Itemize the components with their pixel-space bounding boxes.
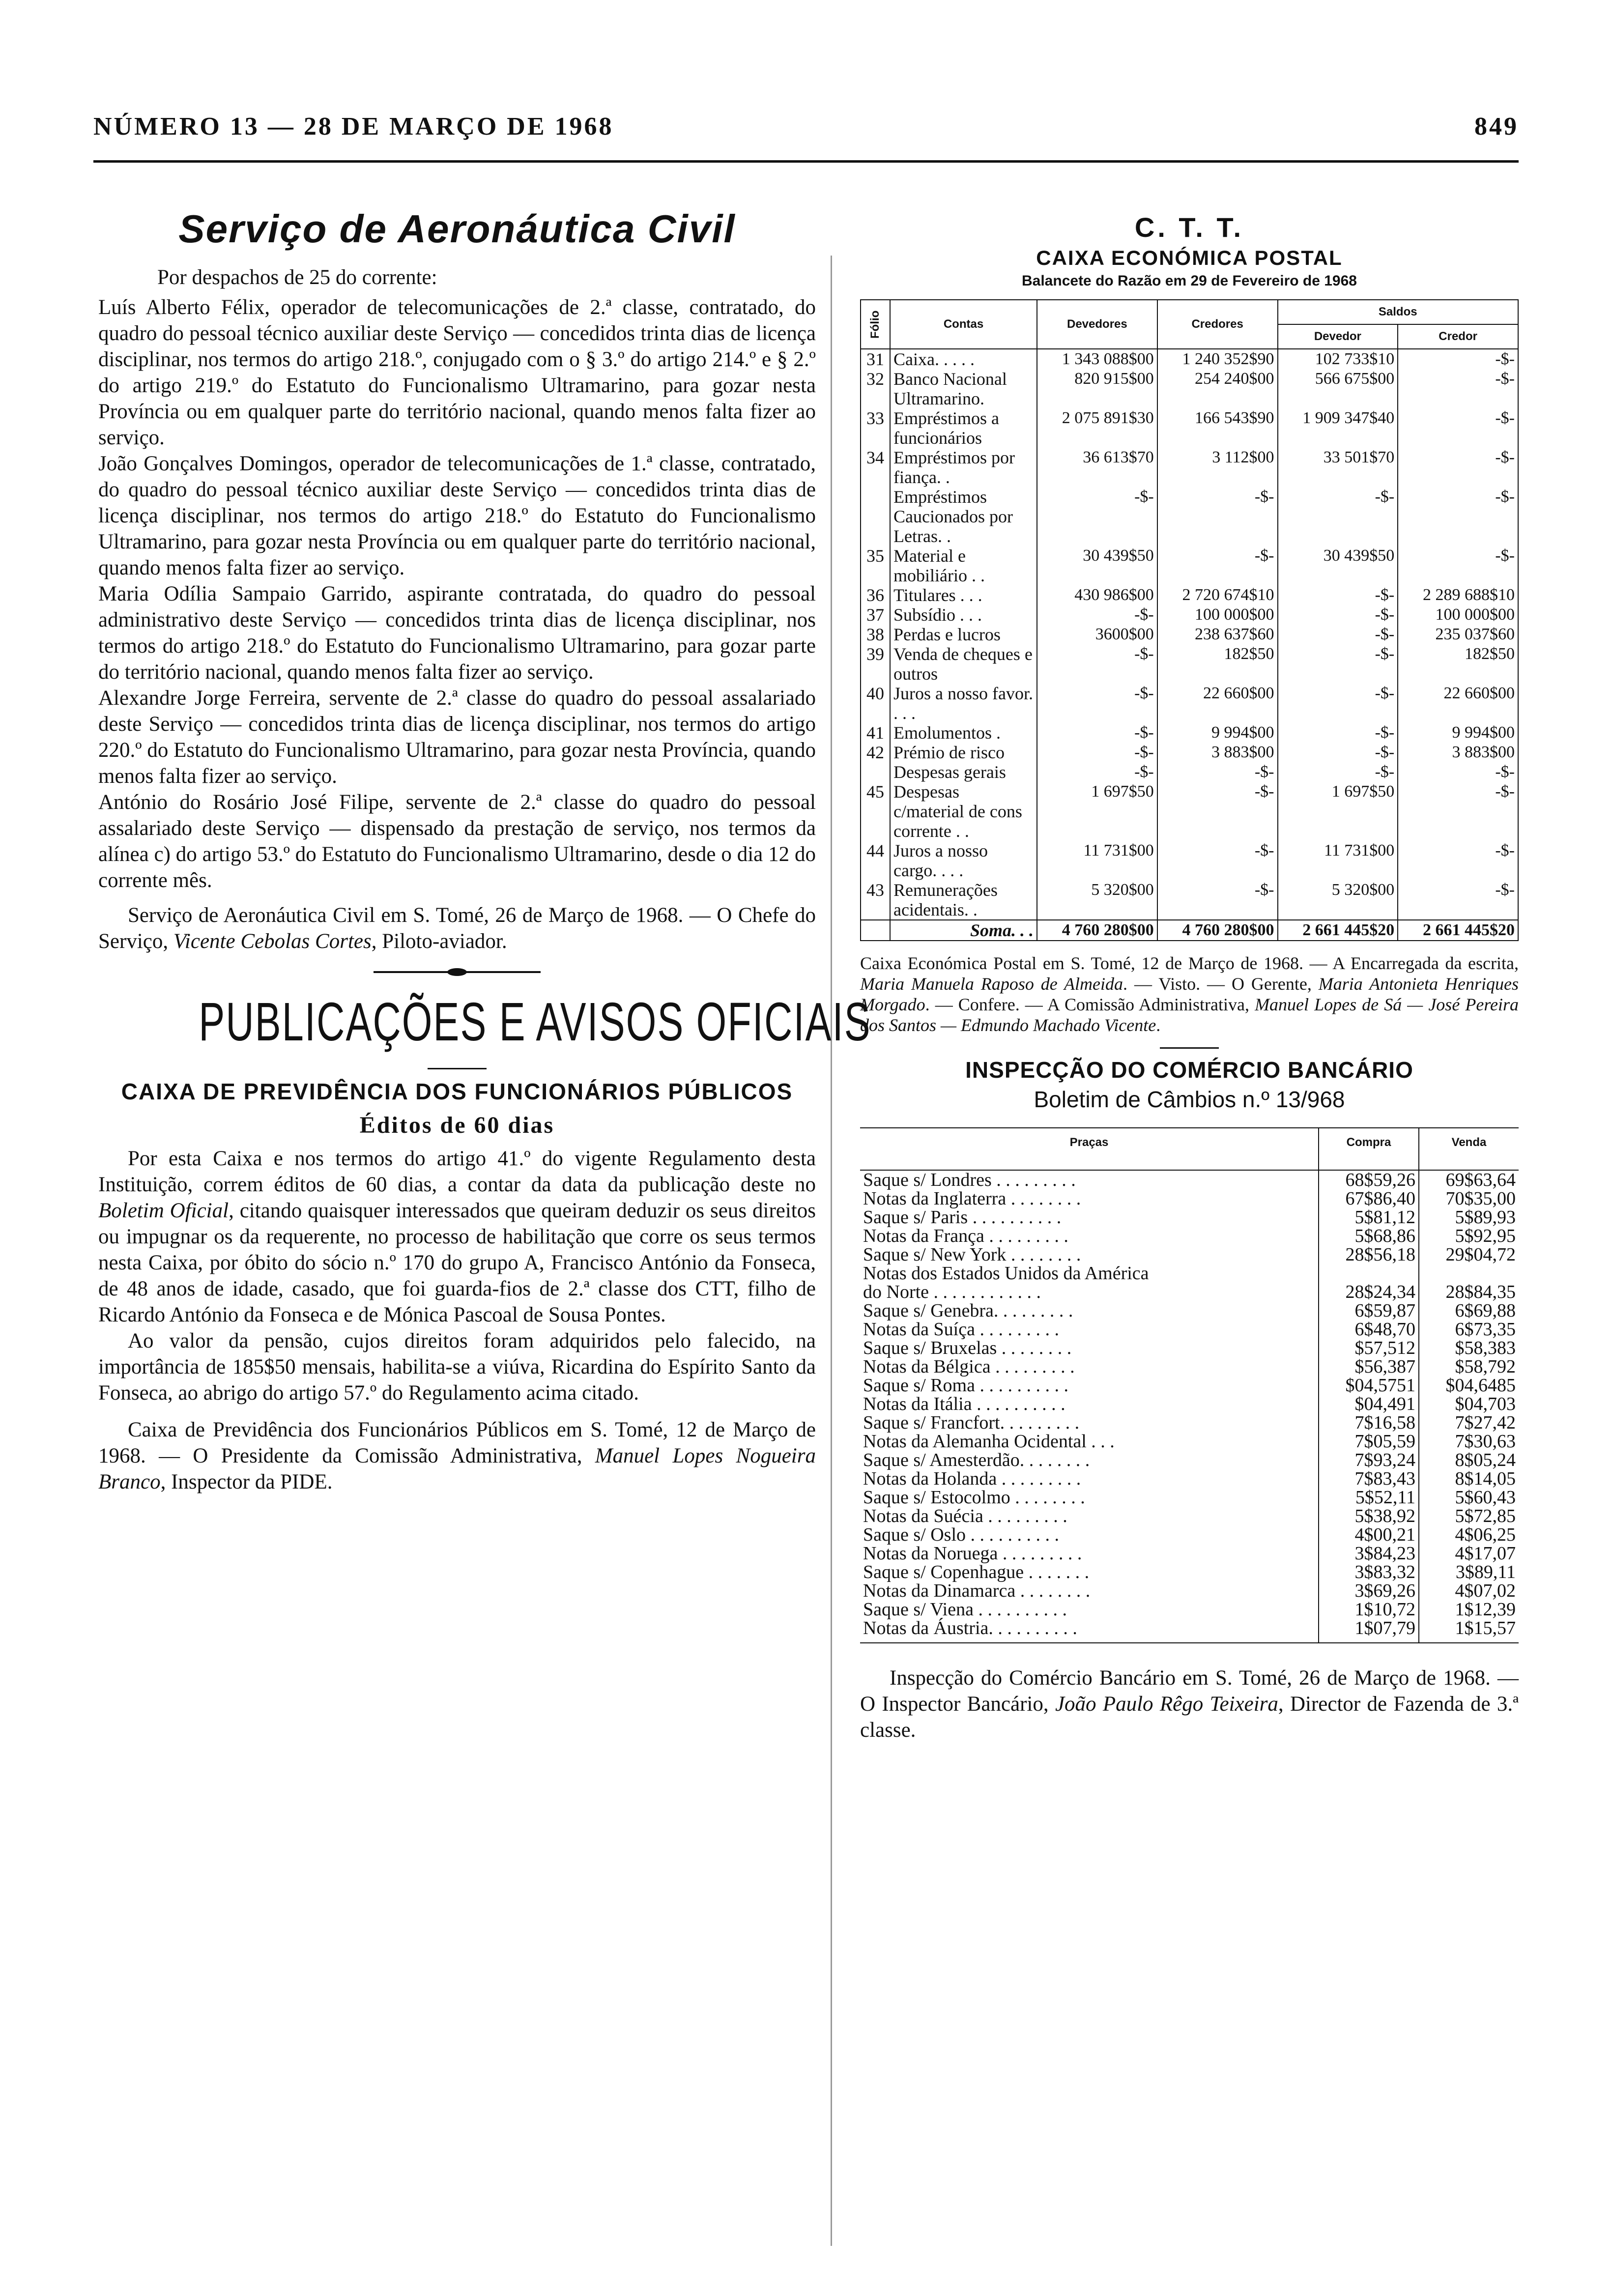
saldo-credor-cell: -$- bbox=[1398, 782, 1518, 841]
folio-cell: 32 bbox=[861, 369, 890, 408]
saldo-devedor-cell: 30 439$50 bbox=[1278, 546, 1398, 585]
closing-text: Serviço de Aeronáutica Civil em S. Tomé, 26 de Março de 1968. — O Chefe do Serviço, bbox=[98, 904, 816, 953]
table-row bbox=[860, 1208, 1519, 1227]
devedores-cell: 3600$00 bbox=[1037, 625, 1157, 644]
table-row bbox=[860, 1488, 1519, 1507]
venda-cell: 3$89,11 bbox=[1419, 1563, 1519, 1581]
table-row bbox=[860, 1245, 1519, 1264]
ctt-closing bbox=[860, 953, 1519, 1035]
venda-cell: 28$84,35 bbox=[1419, 1283, 1519, 1301]
table-row bbox=[860, 1544, 1519, 1563]
credores-cell: 2 720 674$10 bbox=[1157, 585, 1278, 605]
aeronautica-closing bbox=[98, 902, 816, 954]
credores-cell: 238 637$60 bbox=[1157, 625, 1278, 644]
paragraph-text: Por esta Caixa e nos termos do artigo 41.º do vigente Regulamento desta Instituição, correm éditos de 60 dias, a contar da data da publicação deste no bbox=[98, 1147, 816, 1196]
devedores-cell: -$- bbox=[1037, 723, 1157, 743]
cambios-table bbox=[860, 1127, 1519, 1643]
compra-cell: $57,512 bbox=[1319, 1339, 1419, 1357]
signatory-name: Maria Antonieta Henriques Morgado bbox=[860, 974, 1519, 1014]
account-cell: Juros a nosso favor. . . . bbox=[890, 684, 1037, 723]
account-cell: Despesas c/material de cons corrente . . bbox=[890, 782, 1037, 841]
folio-cell: 43 bbox=[861, 880, 890, 920]
folio-cell: 39 bbox=[861, 644, 890, 684]
editos-closing bbox=[98, 1417, 816, 1495]
saldo-devedor-cell: -$- bbox=[1278, 762, 1398, 782]
praca-cell: Saque s/ Oslo . . . . . . . . . . bbox=[863, 1524, 1059, 1545]
venda-cell: 4$06,25 bbox=[1419, 1525, 1519, 1544]
editos-paragraph: Ao valor da pensão, cujos direitos foram adquiridos pelo falecido, na importância de 185$50 mensais, habilita-se a viúva, Ricardina do Espírito Santo da Fonseca, ao abrigo do artigo 57.º do Regulamento acima citado. bbox=[98, 1329, 816, 1405]
credores-cell: 9 994$00 bbox=[1157, 723, 1278, 743]
venda-cell: 5$72,85 bbox=[1419, 1507, 1519, 1525]
compra-cell: 6$48,70 bbox=[1319, 1320, 1419, 1339]
right-column bbox=[860, 211, 1519, 1743]
table-row bbox=[860, 1227, 1519, 1245]
table-row bbox=[861, 782, 1518, 841]
venda-cell: 5$92,95 bbox=[1419, 1227, 1519, 1245]
aeronautica-paragraph: António do Rosário José Filipe, servente de 2.ª classe do quadro do pessoal assalariado deste Serviço — dispensado da prestação de serviço, nos termos da alínea c) do artigo 53.º do Estatuto do Funcionalismo Ultramarino, desde o dia 12 do corrente mês. bbox=[98, 791, 816, 892]
table-row bbox=[861, 684, 1518, 723]
credores-cell: 3 112$00 bbox=[1157, 448, 1278, 487]
saldo-devedor-cell: -$- bbox=[1278, 644, 1398, 684]
saldo-credor-cell: -$- bbox=[1398, 487, 1518, 546]
account-cell: Perdas e lucros bbox=[890, 625, 1037, 644]
section-separator bbox=[374, 971, 541, 973]
venda-cell: 5$89,93 bbox=[1419, 1208, 1519, 1227]
account-cell: Emolumentos . bbox=[890, 723, 1037, 743]
table-row bbox=[861, 546, 1518, 585]
col-credores: Credores bbox=[1157, 300, 1278, 349]
praca-cell: Notas da Suíça . . . . . . . . . bbox=[863, 1319, 1059, 1340]
table-row bbox=[861, 625, 1518, 644]
folio-cell: 45 bbox=[861, 782, 890, 841]
account-cell: Venda de cheques e outros bbox=[890, 644, 1037, 684]
praca-cell: Notas da Áustria. . . . . . . . . . bbox=[860, 1619, 1319, 1643]
table-row bbox=[861, 743, 1518, 762]
table-row bbox=[860, 1451, 1519, 1469]
account-cell: Titulares . . . bbox=[890, 585, 1037, 605]
account-cell: Prémio de risco bbox=[890, 743, 1037, 762]
folio-cell: 44 bbox=[861, 841, 890, 880]
compra-cell: $04,5751 bbox=[1319, 1376, 1419, 1395]
venda-cell: 70$35,00 bbox=[1419, 1189, 1519, 1208]
col-pracas: Praças bbox=[860, 1128, 1319, 1170]
devedores-cell: -$- bbox=[1037, 762, 1157, 782]
compra-cell: 3$83,32 bbox=[1319, 1563, 1419, 1581]
header-rule bbox=[93, 160, 1519, 163]
table-row bbox=[861, 723, 1518, 743]
table-row bbox=[860, 1283, 1519, 1301]
compra-cell: 4$00,21 bbox=[1319, 1525, 1419, 1544]
aeronautica-paragraph: João Gonçalves Domingos, operador de telecomunicações de 1.ª classe, contratado, do quadro do pessoal técnico auxiliar deste Serviço — concedidos trinta dias de licença disciplinar, nos termos do artigo 218.º do Estatuto do Funcionalismo Ultramarino, para gozar nesta Província ou em qualquer parte do território nacional, quando menos falta fizer ao serviço. bbox=[98, 452, 816, 579]
folio-cell: 37 bbox=[861, 605, 890, 625]
compra-cell: 3$84,23 bbox=[1319, 1544, 1419, 1563]
saldo-credor-cell: -$- bbox=[1398, 448, 1518, 487]
folio-cell bbox=[861, 920, 890, 941]
credores-cell: 254 240$00 bbox=[1157, 369, 1278, 408]
cambios-title: INSPECÇÃO DO COMÉRCIO BANCÁRIO bbox=[965, 1057, 1413, 1083]
table-row bbox=[860, 1170, 1519, 1189]
praca-cell: Notas da Suécia . . . . . . . . . bbox=[863, 1506, 1067, 1526]
account-cell: Despesas gerais bbox=[890, 762, 1037, 782]
small-separator bbox=[1160, 1047, 1219, 1049]
venda-cell: $04,703 bbox=[1419, 1395, 1519, 1413]
saldo-devedor-cell: -$- bbox=[1278, 605, 1398, 625]
credores-cell: -$- bbox=[1157, 546, 1278, 585]
saldo-credor-cell: -$- bbox=[1398, 408, 1518, 448]
saldo-devedor-cell: -$- bbox=[1278, 684, 1398, 723]
praca-cell: Notas da Itália . . . . . . . . . . bbox=[863, 1394, 1065, 1414]
saldo-credor-total: 2 661 445$20 bbox=[1398, 920, 1518, 941]
saldo-devedor-cell: 1 697$50 bbox=[1278, 782, 1398, 841]
folio-cell: 41 bbox=[861, 723, 890, 743]
saldo-credor-cell: -$- bbox=[1398, 546, 1518, 585]
page-number: 849 bbox=[1474, 113, 1519, 141]
credores-cell: 22 660$00 bbox=[1157, 684, 1278, 723]
saldo-credor-cell: -$- bbox=[1398, 349, 1518, 369]
saldo-credor-cell: 9 994$00 bbox=[1398, 723, 1518, 743]
table-row bbox=[861, 585, 1518, 605]
venda-cell: 8$14,05 bbox=[1419, 1469, 1519, 1488]
saldo-devedor-cell: 11 731$00 bbox=[1278, 841, 1398, 880]
credores-cell: -$- bbox=[1157, 782, 1278, 841]
col-devedores: Devedores bbox=[1037, 300, 1157, 349]
table-row bbox=[861, 487, 1518, 546]
soma-row bbox=[861, 920, 1518, 941]
saldo-devedor-cell: 33 501$70 bbox=[1278, 448, 1398, 487]
venda-cell: 1$15,57 bbox=[1419, 1619, 1519, 1643]
credores-cell: 166 543$90 bbox=[1157, 408, 1278, 448]
closing-text: . — Confere. — A Comissão Administrativa, bbox=[925, 995, 1255, 1014]
aeronautica-title: Serviço de Aeronáutica Civil bbox=[178, 207, 736, 251]
praca-cell: Saque s/ Paris . . . . . . . . . . bbox=[863, 1207, 1062, 1228]
account-cell: Subsídio . . . bbox=[890, 605, 1037, 625]
venda-cell: 1$12,39 bbox=[1419, 1600, 1519, 1619]
folio-cell: 33 bbox=[861, 408, 890, 448]
venda-cell: 8$05,24 bbox=[1419, 1451, 1519, 1469]
table-row bbox=[860, 1189, 1519, 1208]
aeronautica-intro: Por despachos de 25 do corrente: bbox=[157, 266, 437, 289]
closing-text: . bbox=[1156, 1015, 1161, 1035]
table-row bbox=[860, 1320, 1519, 1339]
compra-cell: 7$83,43 bbox=[1319, 1469, 1419, 1488]
table-row bbox=[861, 369, 1518, 408]
devedores-cell: 5 320$00 bbox=[1037, 880, 1157, 920]
account-cell: Soma. . . bbox=[890, 920, 1037, 941]
compra-cell: 5$81,12 bbox=[1319, 1208, 1419, 1227]
aeronautica-paragraph: Maria Odília Sampaio Garrido, aspirante contratada, do quadro do pessoal administrativo deste Serviço — concedidos trinta dias de licença disciplinar, nos termos do artigo 218.º do Estatuto do Funcionalismo Ultramarino, para gozar parte do território nacional, quando menos falta fizer ao serviço. bbox=[98, 582, 816, 684]
praca-cell: Saque s/ Copenhague . . . . . . . bbox=[863, 1562, 1090, 1582]
table-row bbox=[860, 1339, 1519, 1357]
saldo-credor-cell: -$- bbox=[1398, 880, 1518, 920]
aeronautica-paragraph: Alexandre Jorge Ferreira, servente de 2.ª classe do quadro do pessoal assalariado deste Serviço — concedidos trinta dias de licença disciplinar, nos termos do artigo 220.º do Estatuto do Funcionalismo Ultramarino, para gozar nesta Província, quando menos falta fizer ao serviço. bbox=[98, 687, 816, 788]
venda-cell: 69$63,64 bbox=[1419, 1170, 1519, 1189]
table-row bbox=[861, 448, 1518, 487]
col-saldo-credor: Credor bbox=[1398, 324, 1518, 349]
compra-cell: 6$59,87 bbox=[1319, 1301, 1419, 1320]
credores-cell: -$- bbox=[1157, 841, 1278, 880]
devedores-cell: 36 613$70 bbox=[1037, 448, 1157, 487]
account-cell: Empréstimos por fiança. . bbox=[890, 448, 1037, 487]
table-row bbox=[860, 1376, 1519, 1395]
devedores-cell: -$- bbox=[1037, 684, 1157, 723]
venda-cell: 7$27,42 bbox=[1419, 1413, 1519, 1432]
devedores-cell: 2 075 891$30 bbox=[1037, 408, 1157, 448]
editos-paragraph bbox=[98, 1146, 816, 1328]
saldo-credor-cell: 22 660$00 bbox=[1398, 684, 1518, 723]
praca-cell: Notas da Inglaterra . . . . . . . . bbox=[863, 1188, 1081, 1209]
venda-cell: $58,792 bbox=[1419, 1357, 1519, 1376]
compra-cell: 7$05,59 bbox=[1319, 1432, 1419, 1451]
devedores-cell: 11 731$00 bbox=[1037, 841, 1157, 880]
saldo-devedor-cell: 1 909 347$40 bbox=[1278, 408, 1398, 448]
saldo-credor-cell: -$- bbox=[1398, 369, 1518, 408]
table-row bbox=[860, 1507, 1519, 1525]
table-row bbox=[860, 1413, 1519, 1432]
publicacoes-title: PUBLICAÇÕES E AVISOS OFICIAIS bbox=[199, 992, 871, 1052]
praca-cell: Saque s/ Estocolmo . . . . . . . . bbox=[863, 1487, 1085, 1508]
folio-cell: 35 bbox=[861, 546, 890, 585]
cambios-closing bbox=[860, 1665, 1519, 1743]
praca-cell: Notas da Holanda . . . . . . . . . bbox=[863, 1468, 1081, 1489]
venda-cell: $04,6485 bbox=[1419, 1376, 1519, 1395]
saldo-devedor-cell: -$- bbox=[1278, 625, 1398, 644]
venda-cell: 6$69,88 bbox=[1419, 1301, 1519, 1320]
table-row bbox=[860, 1581, 1519, 1600]
credores-cell: 182$50 bbox=[1157, 644, 1278, 684]
ctt-subtitle: CAIXA ECONÓMICA POSTAL bbox=[1036, 246, 1343, 269]
compra-cell: 7$16,58 bbox=[1319, 1413, 1419, 1432]
closing-text: . — Visto. — O Gerente, bbox=[1123, 974, 1319, 994]
table-row bbox=[861, 644, 1518, 684]
table-row bbox=[861, 605, 1518, 625]
praca-cell: Saque s/ New York . . . . . . . . bbox=[863, 1244, 1081, 1265]
table-row bbox=[861, 841, 1518, 880]
table-row bbox=[861, 762, 1518, 782]
venda-cell: 29$04,72 bbox=[1419, 1245, 1519, 1264]
saldo-devedor-cell: -$- bbox=[1278, 585, 1398, 605]
closing-text: Caixa de Previdência dos Funcionários Públicos em S. Tomé, 12 de Março de 1968. — O Presidente da Comissão Administrativa, bbox=[98, 1418, 816, 1467]
venda-cell: 4$07,02 bbox=[1419, 1581, 1519, 1600]
table-row bbox=[860, 1301, 1519, 1320]
saldo-devedor-total: 2 661 445$20 bbox=[1278, 920, 1398, 941]
saldo-credor-cell: -$- bbox=[1398, 762, 1518, 782]
devedores-cell: 1 343 088$00 bbox=[1037, 349, 1157, 369]
praca-cell: Saque s/ Bruxelas . . . . . . . . bbox=[863, 1338, 1072, 1358]
closing-text: , Piloto-aviador. bbox=[371, 930, 507, 953]
compra-cell: 68$59,26 bbox=[1319, 1170, 1419, 1189]
folio-cell: 31 bbox=[861, 349, 890, 369]
saldo-devedor-cell: -$- bbox=[1278, 487, 1398, 546]
table-row bbox=[861, 880, 1518, 920]
credores-total: 4 760 280$00 bbox=[1157, 920, 1278, 941]
credores-cell: 1 240 352$90 bbox=[1157, 349, 1278, 369]
venda-cell bbox=[1419, 1264, 1519, 1283]
table-row bbox=[860, 1525, 1519, 1544]
saldo-credor-cell: 235 037$60 bbox=[1398, 625, 1518, 644]
table-row bbox=[860, 1357, 1519, 1376]
praca-cell: Notas da Bélgica . . . . . . . . . bbox=[863, 1356, 1075, 1377]
compra-cell: $04,491 bbox=[1319, 1395, 1419, 1413]
issue-line: NÚMERO 13 — 28 DE MARÇO DE 1968 bbox=[93, 113, 614, 141]
table-row bbox=[860, 1432, 1519, 1451]
ctt-balancete: Balancete do Razão em 29 de Fevereiro de 1968 bbox=[1022, 273, 1357, 289]
venda-cell: 5$60,43 bbox=[1419, 1488, 1519, 1507]
paragraph-italic: Boletim Oficial bbox=[98, 1199, 229, 1222]
table-row bbox=[861, 349, 1518, 369]
signatory-name: Manuel Lopes de Sá — José Pereira dos Santos — Edmundo Machado Vicente bbox=[860, 995, 1519, 1035]
credores-cell: -$- bbox=[1157, 762, 1278, 782]
praca-cell: Notas dos Estados Unidos da América bbox=[863, 1263, 1149, 1284]
ctt-balance-table bbox=[860, 299, 1519, 941]
saldo-credor-cell: -$- bbox=[1398, 841, 1518, 880]
table-row bbox=[860, 1469, 1519, 1488]
compra-cell: 1$10,72 bbox=[1319, 1600, 1419, 1619]
devedores-cell: 30 439$50 bbox=[1037, 546, 1157, 585]
saldo-devedor-cell: 102 733$10 bbox=[1278, 349, 1398, 369]
col-contas: Contas bbox=[890, 300, 1037, 349]
praca-cell: Notas da França . . . . . . . . . bbox=[863, 1226, 1068, 1246]
compra-cell: 5$38,92 bbox=[1319, 1507, 1419, 1525]
aeronautica-paragraph: Luís Alberto Félix, operador de telecomunicações de 2.ª classe, contratado, do quadro do pessoal técnico auxiliar deste Serviço — concedidos trinta dias de licença disciplinar, nos termos do artigo 218.º, conjugado com o § 3.º do artigo 214.º e § 2.º do artigo 219.º do Estatuto do Funcionalismo Ultramarino, para gozar nesta Província ou em qualquer parte do território nacional, quando menos falta fizer ao serviço. bbox=[98, 296, 816, 449]
devedores-cell: 820 915$00 bbox=[1037, 369, 1157, 408]
col-saldos: Saldos bbox=[1278, 300, 1519, 324]
praca-cell: Saque s/ Viena . . . . . . . . . . bbox=[863, 1599, 1067, 1620]
saldo-devedor-cell: -$- bbox=[1278, 723, 1398, 743]
compra-cell: 28$24,34 bbox=[1319, 1283, 1419, 1301]
editos-title: Éditos de 60 dias bbox=[359, 1112, 555, 1138]
praca-cell: Saque s/ Londres . . . . . . . . . bbox=[863, 1170, 1076, 1190]
folio-cell: 34 bbox=[861, 448, 890, 487]
folio-cell bbox=[861, 762, 890, 782]
praca-cell: Notas da Alemanha Ocidental . . . bbox=[863, 1431, 1115, 1452]
account-cell: Banco Nacional Ultramarino. bbox=[890, 369, 1037, 408]
folio-cell: 36 bbox=[861, 585, 890, 605]
signatory-name: Maria Manuela Raposo de Almeida bbox=[860, 974, 1123, 994]
devedores-cell: -$- bbox=[1037, 605, 1157, 625]
praca-cell: Saque s/ Amesterdão. . . . . . . . bbox=[863, 1450, 1090, 1470]
compra-cell: 7$93,24 bbox=[1319, 1451, 1419, 1469]
venda-cell: 7$30,63 bbox=[1419, 1432, 1519, 1451]
signatory-name: Vicente Cebolas Cortes bbox=[173, 930, 372, 953]
saldo-devedor-cell: 5 320$00 bbox=[1278, 880, 1398, 920]
signatory-name: João Paulo Rêgo Teixeira bbox=[1055, 1693, 1278, 1716]
venda-cell: $58,383 bbox=[1419, 1339, 1519, 1357]
table-row bbox=[860, 1264, 1519, 1283]
folio-cell: 38 bbox=[861, 625, 890, 644]
cambios-subtitle: Boletim de Câmbios n.º 13/968 bbox=[1034, 1087, 1345, 1112]
page-header bbox=[93, 112, 1519, 146]
compra-cell: 67$86,40 bbox=[1319, 1189, 1419, 1208]
praca-cell: do Norte . . . . . . . . . . . . bbox=[863, 1282, 1041, 1302]
compra-cell: 28$56,18 bbox=[1319, 1245, 1419, 1264]
venda-cell: 4$17,07 bbox=[1419, 1544, 1519, 1563]
paragraph-text: , citando quaisquer interessados que queiram deduzir os seus direitos ou impugnar os da requerente, no processo de habilitação que corre os seus termos nesta Caixa, por óbito do sócio n.º 170 do grupo A, Francisco António da Fonseca, de 48 anos de idade, casado, que foi guarda-fios de 2.ª classe dos CTT, filho de Ricardo António da Fonseca e de Mónica Pascoal de Sousa Pontes. bbox=[98, 1199, 816, 1326]
devedores-cell: 1 697$50 bbox=[1037, 782, 1157, 841]
compra-cell: 3$69,26 bbox=[1319, 1581, 1419, 1600]
table-row bbox=[860, 1600, 1519, 1619]
col-compra: Compra bbox=[1319, 1128, 1419, 1170]
folio-cell bbox=[861, 487, 890, 546]
venda-cell: 6$73,35 bbox=[1419, 1320, 1519, 1339]
praca-cell: Notas da Noruega . . . . . . . . . bbox=[863, 1543, 1082, 1564]
praca-cell: Saque s/ Francfort. . . . . . . . . bbox=[863, 1412, 1080, 1433]
closing-text: , Director de Fazenda de 3.ª classe. bbox=[860, 1693, 1519, 1742]
compra-cell: 1$07,79 bbox=[1319, 1619, 1419, 1643]
account-cell: Empréstimos a funcionários bbox=[890, 408, 1037, 448]
saldo-credor-cell: 182$50 bbox=[1398, 644, 1518, 684]
saldo-devedor-cell: -$- bbox=[1278, 743, 1398, 762]
praca-cell: Saque s/ Genebra. . . . . . . . . bbox=[863, 1300, 1073, 1321]
closing-text: Inspecção do Comércio Bancário em S. Tomé, 26 de Março de 1968. — O Inspector Bancário, bbox=[860, 1666, 1519, 1716]
signatory-name: Manuel Lopes Nogueira Branco bbox=[98, 1444, 816, 1493]
compra-cell: 5$52,11 bbox=[1319, 1488, 1419, 1507]
table-row bbox=[860, 1395, 1519, 1413]
col-folio: Fólio bbox=[861, 300, 890, 349]
ctt-title: C. T. T. bbox=[1134, 212, 1244, 243]
saldo-credor-cell: 100 000$00 bbox=[1398, 605, 1518, 625]
compra-cell: $56,387 bbox=[1319, 1357, 1419, 1376]
account-cell: Juros a nosso cargo. . . . bbox=[890, 841, 1037, 880]
column-divider bbox=[831, 256, 832, 2246]
compra-cell bbox=[1319, 1264, 1419, 1283]
account-cell: Material e mobiliário . . bbox=[890, 546, 1037, 585]
devedores-cell: 430 986$00 bbox=[1037, 585, 1157, 605]
table-row bbox=[861, 408, 1518, 448]
praca-cell: Saque s/ Roma . . . . . . . . . . bbox=[863, 1375, 1068, 1396]
credores-cell: 3 883$00 bbox=[1157, 743, 1278, 762]
col-saldo-devedor: Devedor bbox=[1278, 324, 1398, 349]
devedores-cell: -$- bbox=[1037, 487, 1157, 546]
table-row bbox=[860, 1619, 1519, 1643]
credores-cell: 100 000$00 bbox=[1157, 605, 1278, 625]
credores-cell: -$- bbox=[1157, 487, 1278, 546]
saldo-credor-cell: 3 883$00 bbox=[1398, 743, 1518, 762]
small-separator bbox=[428, 1068, 487, 1069]
account-cell: Empréstimos Caucionados por Letras. . bbox=[890, 487, 1037, 546]
devedores-total: 4 760 280$00 bbox=[1037, 920, 1157, 941]
credores-cell: -$- bbox=[1157, 880, 1278, 920]
saldo-credor-cell: 2 289 688$10 bbox=[1398, 585, 1518, 605]
devedores-cell: -$- bbox=[1037, 743, 1157, 762]
saldo-devedor-cell: 566 675$00 bbox=[1278, 369, 1398, 408]
caixa-title: CAIXA DE PREVIDÊNCIA DOS FUNCIONÁRIOS PÚBLICOS bbox=[121, 1079, 793, 1104]
account-cell: Caixa. . . . . bbox=[890, 349, 1037, 369]
table-row bbox=[860, 1563, 1519, 1581]
folio-cell: 42 bbox=[861, 743, 890, 762]
closing-text: , Inspector da PIDE. bbox=[160, 1470, 333, 1493]
compra-cell: 5$68,86 bbox=[1319, 1227, 1419, 1245]
devedores-cell: -$- bbox=[1037, 644, 1157, 684]
left-column bbox=[98, 206, 871, 1495]
closing-text: Caixa Económica Postal em S. Tomé, 12 de Março de 1968. — A Encarregada da escrita, bbox=[860, 953, 1519, 973]
praca-cell: Notas da Dinamarca . . . . . . . . bbox=[863, 1580, 1091, 1601]
col-venda: Venda bbox=[1419, 1128, 1519, 1170]
folio-cell: 40 bbox=[861, 684, 890, 723]
account-cell: Remunerações acidentais. . bbox=[890, 880, 1037, 920]
